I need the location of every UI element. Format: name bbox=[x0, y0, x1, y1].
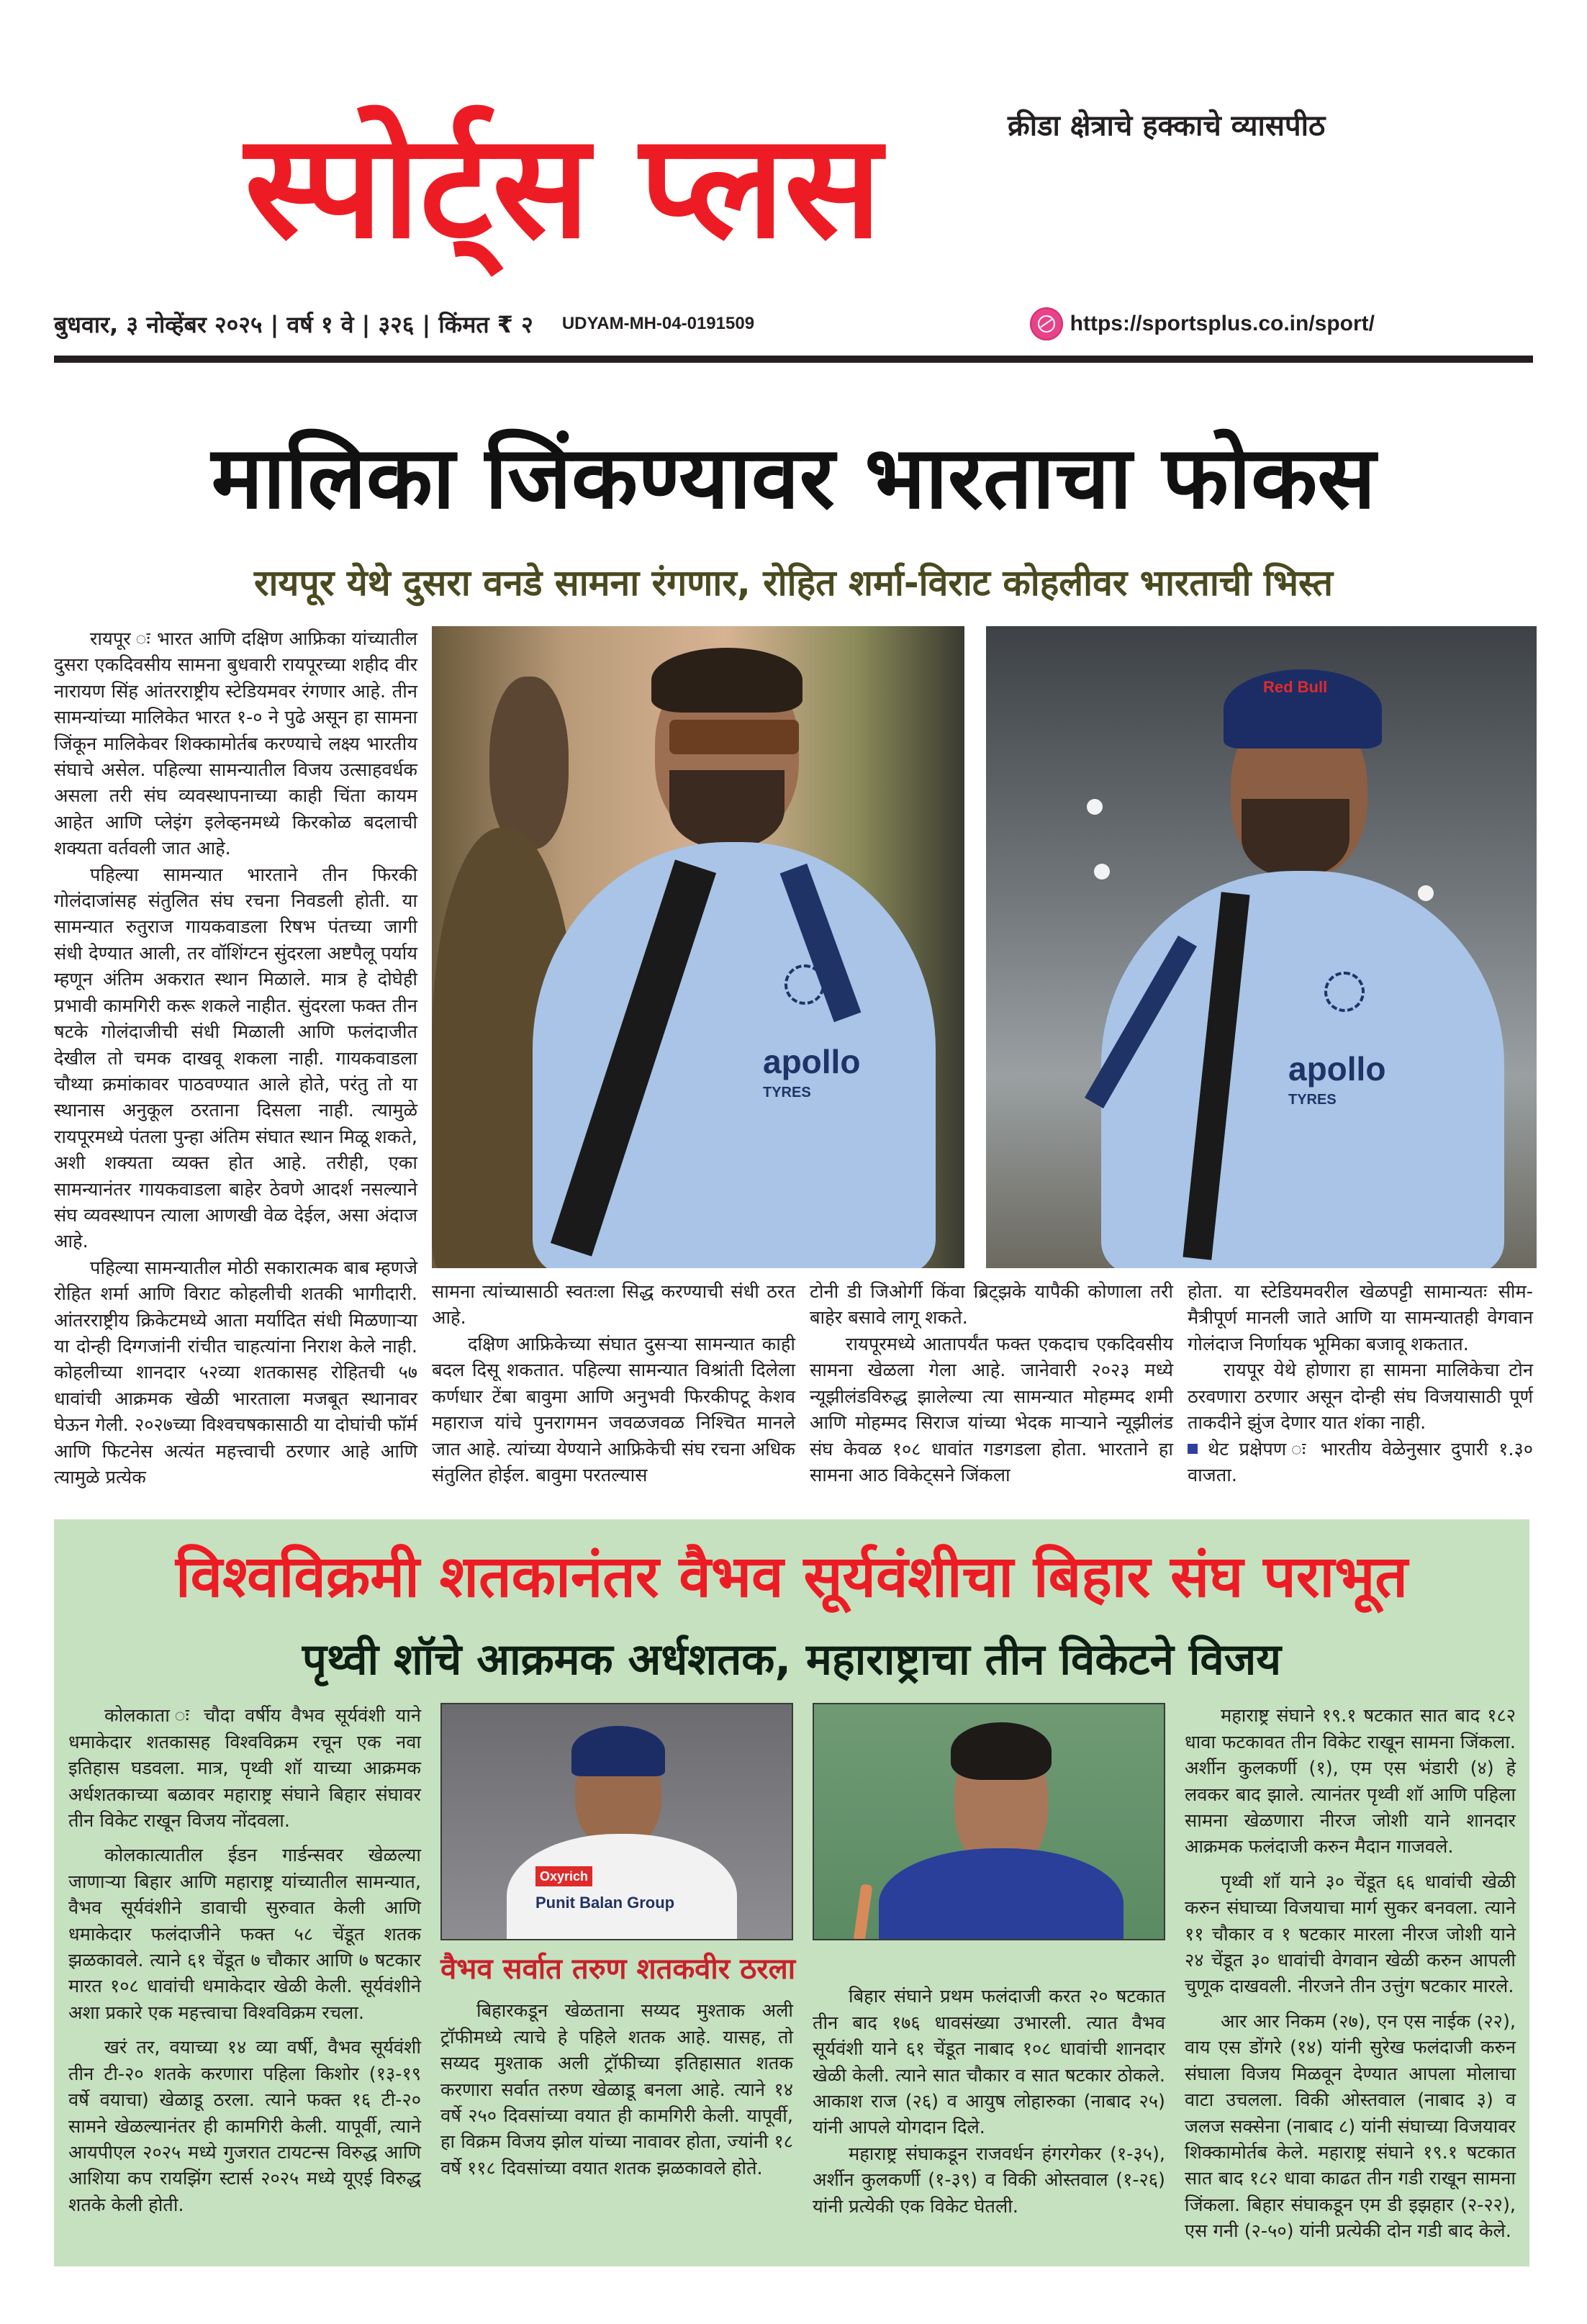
hair bbox=[651, 648, 802, 713]
light bbox=[1094, 864, 1110, 880]
paragraph: बिहार संघाने प्रथम फलंदाजी करत २० षटकात तीन बाद १७६ धावसंख्या उभारली. त्यात वैभव सूर्यवंशी याने ६१ चेंडूत नाबाद १०८ धावांची शानदार खेळी केली. त्याने सात चौकार व सात षटकार ठोकले. आकाश राज (२६) व आयुष लोहारुका (नाबाद २५) यांनी आपले योगदान दिले. bbox=[813, 1986, 1165, 2139]
lead-column-1 bbox=[54, 626, 417, 1491]
photo-prithvi-shaw bbox=[440, 1703, 793, 1940]
photo-kl-rahul bbox=[986, 626, 1537, 1268]
masthead bbox=[54, 0, 1533, 367]
light bbox=[1087, 799, 1103, 815]
paragraph: पहिल्या सामन्यात भारताने तीन फिरकी गोलंदाजांसह संतुलित संघ रचना निवडली होती. या सामन्यात रुतुराज गायकवाडला रिषभ पंतच्या जागी संधी देण्यात आली, तर वॉशिंग्टन सुंदरला अष्टपैलू पर्याय म्हणून अंतिम अकरात स्थान मिळाले. मात्र हे दोघेही प्रभावी कामगिरी करू शकले नाहीत. सुंदरला फक्त तीन षटके गोलंदाजीची संधी मिळाली आणि फलंदाजीत देखील तो चमक दाखवू शकला नाही. गायकवाडला चौथ्या क्रमांकावर पाठवण्यात आले होते, परंतु तो या स्थानास अनुकूल ठरताना दिसला नाही. त्यामुळे रायपूरमध्ये पंतला पुन्हा अंतिम संघात स्थान मिळू शकते, अशी शक्यता व्यक्त होत आहे. तरीही, एका सामन्यानंतर गायकवाडला बाहेर ठेवणे आदर्श नसल्याने संघ व्यवस्थापन त्याला आणखी वेळ देईल, असा अंदाज आहे. bbox=[54, 864, 417, 1253]
light bbox=[1418, 885, 1434, 901]
second-column-4 bbox=[1185, 1703, 1516, 2244]
bcci-crest bbox=[785, 964, 825, 1005]
hair bbox=[951, 1722, 1052, 1780]
cap-labels bbox=[1263, 678, 1327, 697]
paragraph: खरं तर, वयाच्या १४ व्या वर्षी, वैभव सूर्यवंशी तीन टी-२० शतके करणारा पहिला किशोर (१३-१९ वर्षे वयाचा) खेळाडू ठरला. त्याने फक्त १६ टी-२० सामने खेळल्यानंतर ही कामगिरी केली. यापूर्वी, त्याने आयपीएल २०२५ मध्ये गुजरात टायटन्स विरुद्ध आणि आशिया कप रायझिंग स्टार्स २०२५ मध्ये यूएई विरुद्ध शतके केली होती. bbox=[68, 2037, 421, 2216]
second-story-columns bbox=[68, 1703, 1515, 2244]
newspaper-logo: स्पोर्ट्स प्लस bbox=[245, 103, 882, 271]
jersey-sponsor: apollo bbox=[1288, 1050, 1386, 1088]
globe-icon bbox=[1030, 307, 1063, 340]
paragraph: सामना त्यांच्यासाठी स्वतःला सिद्ध करण्याची संधी ठरत आहे. bbox=[432, 1281, 795, 1329]
paragraph: दक्षिण आफ्रिकेच्या संघात दुसऱ्या सामन्यात काही बदल दिसू शकतात. पहिल्या सामन्यात विश्रांती दिलेला कर्णधार टेंबा बावुमा आणि अनुभवी फिरकीपटू केशव महाराज यांचे पुनरागमन जवळजवळ निश्चित मानले जात आहे. त्यांच्या येण्याने आफ्रिकेची संघ रचना अधिक संतुलित होईल. बावुमा परतल्यास bbox=[432, 1333, 795, 1486]
masthead-rule bbox=[54, 356, 1533, 363]
dateline: बुधवार, ३ नोव्हेंबर २०२५ | वर्ष १ वे | ३२६ | किंमत ₹ २ bbox=[54, 310, 533, 338]
second-column-2 bbox=[440, 1998, 793, 2181]
lead-column-2 bbox=[432, 1270, 795, 1491]
second-subhead: पृथ्वी शॉचे आक्रमक अर्धशतक, महाराष्ट्राचा तीन विकेटने विजय bbox=[302, 1635, 1282, 1686]
cap-logo: Red Bull bbox=[1263, 678, 1328, 696]
jersey-chest-text: Punit Balan Group bbox=[535, 1894, 675, 1912]
second-column-1 bbox=[68, 1703, 421, 2244]
jersey-sponsor-sub: TYRES bbox=[763, 1085, 811, 1100]
broadcast-text: थेट प्रक्षेपण ः भारतीय वेळेनुसार दुपारी १.३० वाजता. bbox=[1188, 1438, 1533, 1486]
jersey-labels bbox=[535, 1866, 674, 1912]
paragraph: होता. या स्टेडियमवरील खेळपट्टी सामान्यतः सीम-मैत्रीपूर्ण मानली जाते आणि या सामन्यातही वेगवान गोलंदाज निर्णायक भूमिका बजावू शकतात. bbox=[1188, 1281, 1533, 1355]
paragraph: पृथ्वी शॉ याने ३० चेंडूत ६६ धावांची खेळी करुन संघाच्या विजयाचा मार्ग सुकर बनवला. त्याने ११ चौकार व १ षटकार मारला नीरज जोशी याने २४ चेंडूत ३० धावांची वेगवान खेळी करुन आपली चुणूक दाखवली. नीरजने तीन उत्तुंग षटकार मारले. bbox=[1185, 1871, 1516, 1998]
jersey-sponsor-sub: TYRES bbox=[1288, 1092, 1337, 1108]
site-url[interactable]: https://sportsplus.co.in/sport/ bbox=[1070, 312, 1375, 335]
photo-caption: वैभव सर्वात तरुण शतकवीर ठरला bbox=[440, 1953, 796, 1986]
second-column-3 bbox=[813, 1984, 1165, 2220]
jersey-labels bbox=[763, 1044, 860, 1101]
bat bbox=[854, 1884, 873, 1941]
paragraph: कोलकाता ः चौदा वर्षीय वैभव सूर्यवंशी याने धमाकेदार शतकासह विश्वविक्रम रचून एक नवा इतिहास घडवला. मात्र, पृथ्वी शॉ याच्या आक्रमक अर्धशतकाच्या बळावर महाराष्ट्र संघाने बिहार संघावर तीन विकेट राखून विजय नोंदवला. bbox=[68, 1705, 421, 1832]
beard bbox=[669, 770, 785, 849]
lead-column-3 bbox=[810, 1270, 1173, 1491]
photo-vaibhav-suryavanshi bbox=[813, 1703, 1165, 1940]
officer-figure bbox=[489, 677, 569, 849]
masthead-meta-row bbox=[54, 302, 1533, 345]
bcci-crest bbox=[1324, 972, 1365, 1012]
photo-rohit-sharma bbox=[432, 626, 964, 1268]
sunglasses bbox=[669, 720, 799, 754]
paragraph: कोलकात्यातील ईडन गार्डन्सवर खेळल्या जाणाऱ्या बिहार आणि महाराष्ट्र यांच्यातील सामन्यात, वैभव सूर्यवंशीने डावाची सुरुवात केली आणि धमाकेदार फलंदाजीने फक्त ५८ चेंडूत शतक झळकावले. त्याने ६१ चेंडूत ७ चौकार आणि ७ षटकार मारत १०८ धावांची धमाकेदार खेळी केली. सूर्यवंशीने अशा प्रकारे एक महत्त्वाचा विश्वविक्रम रचला. bbox=[68, 1845, 421, 2024]
lead-headline: मालिका जिंकण्यावर भारताचा फोकस bbox=[211, 428, 1376, 528]
jersey-sponsor: apollo bbox=[763, 1043, 861, 1080]
website-link[interactable] bbox=[1030, 307, 1375, 340]
paragraph: रायपूर ः भारत आणि दक्षिण आफ्रिका यांच्यातील दुसरा एकदिवसीय सामना बुधवारी रायपूरच्या शहीद वीर नारायण सिंह आंतरराष्ट्रीय स्टेडियमवर रंगणार आहे. तीन सामन्यांच्या मालिकेत भारत १-० ने पुढे असून हा सामना जिंकून मालिकेवर शिक्कामोर्तब करण्याचे लक्ष्य भारतीय संघाचे असेल. पहिल्या सामन्यातील विजय उत्साहवर्धक असला तरी संघ व्यवस्थापनाच्या काही चिंता कायम आहेत आणि प्लेइंग इलेव्हनमध्ये किरकोळ बदलाची शक्यता वर्तवली जात आहे. bbox=[54, 628, 417, 860]
lead-story bbox=[54, 626, 1533, 1491]
tagline: क्रीडा क्षेत्राचे हक्काचे व्यासपीठ bbox=[1008, 109, 1326, 143]
cap bbox=[571, 1726, 665, 1776]
lead-photos bbox=[432, 626, 1533, 1268]
second-headline: विश्वविक्रमी शतकानंतर वैभव सूर्यवंशीचा बिहार संघ पराभूत bbox=[175, 1543, 1409, 1611]
second-column-2-wrap bbox=[440, 1703, 796, 2244]
second-story-box bbox=[54, 1519, 1529, 2266]
jersey-sponsor: Oxyrich bbox=[535, 1866, 592, 1886]
paragraph: रायपूरमध्ये आतापर्यंत फक्त एकदाच एकदिवसीय सामना खेळला गेला आहे. जानेवारी २०२३ मध्ये न्यूझीलंडविरुद्ध झालेल्या त्या सामन्यात मोहम्मद शमी आणि मोहम्मद सिराज यांच्या भेदक माऱ्याने न्यूझीलंड संघ केवळ १०८ धावांत गडगडला होता. भारताने हा सामना आठ विकेट्सने जिंकला bbox=[810, 1333, 1173, 1486]
paragraph: पहिल्या सामन्यातील मोठी सकारात्मक बाब म्हणजे रोहित शर्मा आणि विराट कोहलीची शतकी भागीदारी. आंतरराष्ट्रीय क्रिकेटमध्ये आता मर्यादित संधी मिळणाऱ्या या दोन्ही दिग्गजांनी रांचीत चाहत्यांना निराश केले नाही. कोहलीच्या शानदार ५२व्या शतकासह रोहितची ५७ धावांची आक्रमक खेळी भारताला मजबूत स्थानावर घेऊन गेली. २०२७च्या विश्वचषकासाठी या दोघांची फॉर्म आणि फिटनेस अत्यंत महत्त्वाची ठरणार आहे आणि त्यामुळे प्रत्येक bbox=[54, 1257, 417, 1488]
paragraph: टोनी डी जिओर्गी किंवा ब्रिट्झके यापैकी कोणाला तरी बाहेर बसावे लागू शकते. bbox=[810, 1281, 1173, 1329]
second-column-3-wrap bbox=[813, 1703, 1165, 2244]
paragraph: महाराष्ट्र संघाने १९.१ षटकात सात बाद १८२ धावा फटकावत तीन विकेट राखून सामना जिंकला. अर्शीन कुलकर्णी (१), एम एस भंडारी (४) हे लवकर बाद झाले. त्यानंतर पृथ्वी शॉ आणि पहिला सामना खेळणारा नीरज जोशी याने शानदार आक्रमक फलंदाजी करुन मैदान गाजवले. bbox=[1185, 1705, 1516, 1858]
paragraph: रायपूर येथे होणारा हा सामना मालिकेचा टोन ठरवणारा ठरणार असून दोन्ही संघ विजयासाठी पूर्ण ताकदीने झुंज देणार यात शंका नाही. bbox=[1188, 1360, 1533, 1434]
paragraph: महाराष्ट्र संघाकडून राजवर्धन हंगरगेकर (१-३५), अर्शीन कुलकर्णी (१-३९) व विकी ओस्तवाल (१-२६) यांनी प्रत्येकी एक विकेट घेतली. bbox=[813, 2143, 1165, 2217]
beard bbox=[1242, 799, 1349, 878]
jersey-labels bbox=[1288, 1051, 1385, 1108]
square-bullet-icon bbox=[1188, 1444, 1198, 1454]
jersey bbox=[879, 1848, 1123, 1940]
lead-column-4 bbox=[1188, 1270, 1533, 1491]
broadcast-note bbox=[1188, 1437, 1533, 1489]
lead-subhead: रायपूर येथे दुसरा वनडे सामना रंगणार, रोहित शर्मा-विराट कोहलीवर भारताची भिस्त bbox=[254, 562, 1333, 604]
paragraph: बिहारकडून खेळताना सय्यद मुश्ताक अली ट्रॉफीमध्ये त्याचे हे पहिले शतक आहे. यासह, तो सय्यद मुश्ताक अली ट्रॉफीच्या इतिहासात शतक करणारा सर्वात तरुण खेळाडू बनला आहे. त्याने १४ वर्षे २५० दिवसांच्या वयात ही कामगिरी केली. यापूर्वी, हा विक्रम विजय झोल यांच्या नावावर होता, ज्यांनी १८ वर्षे ११८ दिवसांच्या वयात शतक झळकावले होते. bbox=[440, 2000, 793, 2179]
paragraph: आर आर निकम (२७), एन एस नाईक (२२), वाय एस डोंगरे (१४) यांनी सुरेख फलंदाजी करुन संघाला विजय मिळवून देण्यात आपला मोलाचा वाटा उचलला. विकी ओस्तवाल (नाबाद ३) व जलज सक्सेना (नाबाद ८) यांनी संघाच्या विजयावर शिक्कामोर्तब केले. महाराष्ट्र संघाने १९.१ षटकात सात बाद १८२ धावा काढत तीन गडी राखून सामना जिंकला. बिहार संघाकडून एम डी इझहार (२-२२), एस गनी (२-५०) यांनी प्रत्येकी दोन गडी बाद केले. bbox=[1185, 2010, 1516, 2243]
registration-number: UDYAM-MH-04-0191509 bbox=[561, 314, 755, 333]
